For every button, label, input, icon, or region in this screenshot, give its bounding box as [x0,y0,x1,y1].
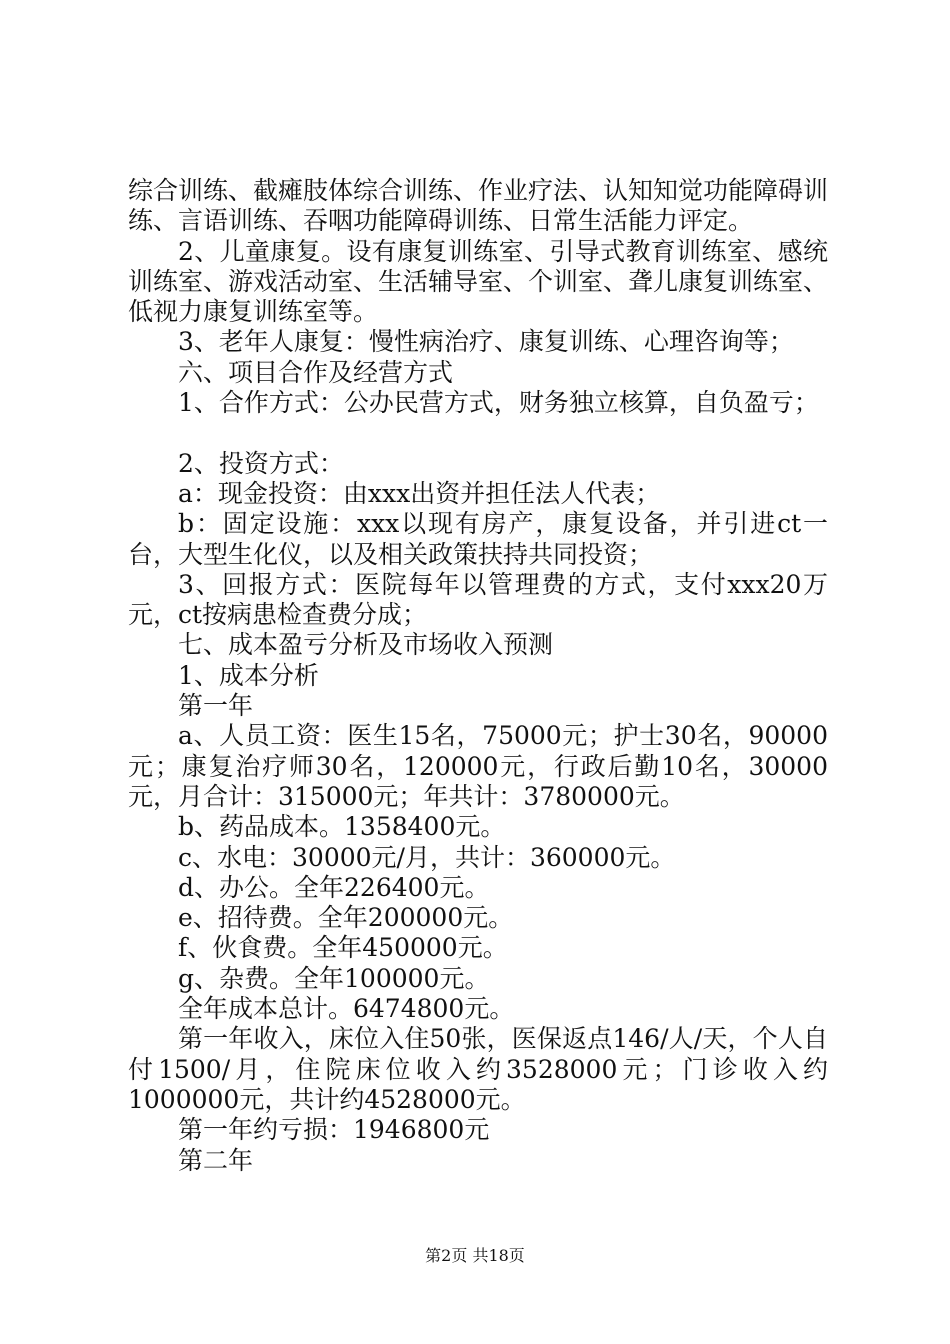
paragraph: 2、投资方式： [178,448,344,478]
paragraph: 3、回报方式：医院每年以管理费的方式，支付xxx20万元，ct按病患检查费分成； [128,569,828,630]
paragraph: a、人员工资：医生15名，75000元；护士30名，90000元；康复治疗师30名，120000元，行政后勤10名，30000元，月合计：315000元；年共计：3780000元。 [128,721,828,811]
paragraph: g、杂费。全年100000元。 [178,963,490,993]
paragraph: a：现金投资：由xxx出资并担任法人代表； [178,478,661,508]
paragraph: 第一年 [178,691,254,721]
paragraph: 全年成本总计。6474800元。 [178,994,515,1024]
paragraph: 3、老年人康复：慢性病治疗、康复训练、心理咨询等； [178,327,794,357]
paragraph: 1、成本分析 [178,660,319,690]
paragraph: 综合训练、截瘫肢体综合训练、作业疗法、认知知觉功能障碍训练、言语训练、吞咽功能障碍训练、日常生活能力评定。 [128,176,829,236]
paragraph: b、药品成本。1358400元。 [178,812,506,842]
paragraph: 第一年约亏损：1946800元 [178,1115,490,1145]
paragraph: 1、合作方式：公办民营方式，财务独立核算，自负盈亏； [178,388,819,418]
paragraph: c、水电：30000元/月，共计：360000元。 [178,842,676,872]
paragraph: 第二年 [178,1145,254,1175]
section-heading: 七、成本盈亏分析及市场收入预测 [178,630,554,660]
paragraph: d、办公。全年226400元。 [178,872,490,902]
paragraph: f、伙食费。全年450000元。 [178,933,508,963]
paragraph: 2、儿童康复。设有康复训练室、引导式教育训练室、感统训练室、游戏活动室、生活辅导室、个训室、聋儿康复训练室、低视力康复训练室等。 [128,236,829,327]
page-number-footer: 第2页 共18页 [425,1246,525,1265]
paragraph: e、招待费。全年200000元。 [178,903,514,933]
paragraph: 第一年收入，床位入住50张，医保返点146/人/天，个人自付1500/月，住院床位收入约3528000元；门诊收入约1000000元，共计约4528000元。 [128,1024,828,1114]
section-heading: 六、项目合作及经营方式 [178,357,454,387]
blank-line [128,418,828,448]
document-body [128,176,828,1176]
paragraph: b：固定设施：xxx以现有房产，康复设备，并引进ct一台，大型生化仪，以及相关政策扶持共同投资； [128,509,828,569]
